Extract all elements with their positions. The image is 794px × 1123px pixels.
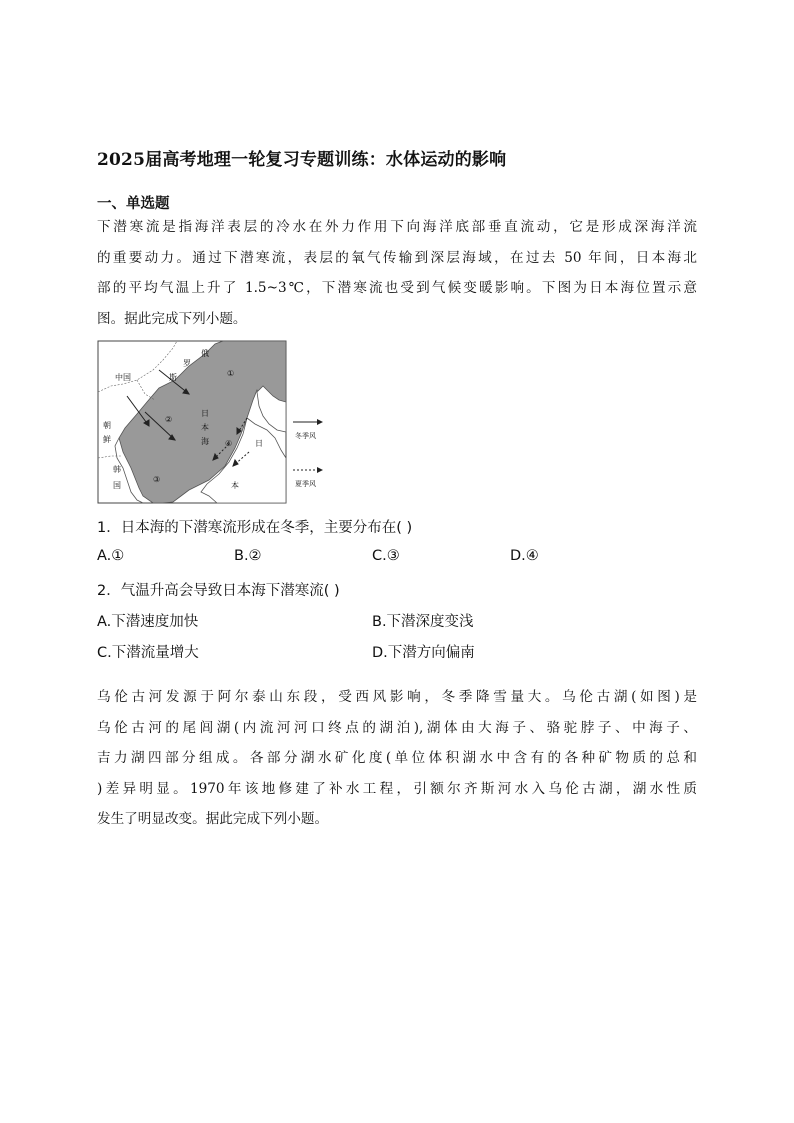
question-2-stem: 2．气温升高会导致日本海下潜寒流( ) xyxy=(97,583,340,599)
passage-1 xyxy=(97,212,697,334)
passage-1-line: 部的平均气温上升了 1.5~3℃，下潜寒流也受到气候变暖影响。下图为日本海位置示意 xyxy=(97,280,697,296)
question-2-option-b[interactable]: B.下潜深度变浅 xyxy=(372,614,474,630)
label-sea-of-japan: 海 xyxy=(201,437,209,446)
passage-1-line: 的重要动力。通过下潜寒流，表层的氧气传输到深层海域，在过去 50 年间，日本海北 xyxy=(97,249,697,266)
passage-2-line: )差异明显。1970年该地修建了补水工程，引额尔齐斯河水入乌伦古湖，湖水性质 xyxy=(97,780,697,797)
label-sea-of-japan: 日 xyxy=(201,409,209,418)
map-legend xyxy=(293,419,323,488)
label-russia: 罗 xyxy=(183,359,191,368)
passage-1-line: 下潜寒流是指海洋表层的冷水在外力作用下向海洋底部垂直流动，它是形成深海洋流 xyxy=(97,219,697,235)
page-title: 2025届高考地理一轮复习专题训练：水体运动的影响 xyxy=(97,150,507,170)
japan-sea-map xyxy=(97,340,325,505)
marker-1: ① xyxy=(227,369,235,378)
legend-summer: 夏季风 xyxy=(295,480,316,488)
passage-1-line: 图。据此完成下列小题。 xyxy=(97,310,247,327)
marker-3: ③ xyxy=(153,475,161,484)
passage-2-line: 乌伦古河的尾闾湖(内流河河口终点的湖泊),湖体由大海子、骆驼脖子、中海子、 xyxy=(97,719,697,736)
label-south-korea: 韩 xyxy=(113,465,121,474)
label-sea-of-japan: 本 xyxy=(201,423,209,432)
label-japan: 本 xyxy=(231,481,239,490)
section-heading: 一、单选题 xyxy=(97,196,170,212)
label-china: 中国 xyxy=(115,373,131,382)
question-1-option-c[interactable]: C.③ xyxy=(372,548,400,564)
passage-2-line: 吉力湖四部分组成。各部分湖水矿化度(单位体积湖水中含有的各种矿物质的总和 xyxy=(97,750,697,766)
label-japan: 日 xyxy=(255,439,263,448)
passage-2-line: 乌伦古河发源于阿尔泰山东段，受西风影响，冬季降雪量大。乌伦古湖(如图)是 xyxy=(97,689,697,705)
question-2-option-d[interactable]: D.下潜方向偏南 xyxy=(372,645,475,661)
label-north-korea: 鲜 xyxy=(103,435,111,444)
question-1-option-d[interactable]: D.④ xyxy=(510,548,539,564)
question-1-stem: 1．日本海的下潜寒流形成在冬季，主要分布在( ) xyxy=(97,520,413,536)
label-south-korea: 国 xyxy=(113,481,121,490)
question-2-option-a[interactable]: A.下潜速度加快 xyxy=(97,614,199,630)
label-north-korea: 朝 xyxy=(103,421,111,430)
legend-winter: 冬季风 xyxy=(295,432,316,440)
marker-4: ④ xyxy=(225,439,233,448)
question-1-option-a[interactable]: A.① xyxy=(97,548,125,564)
passage-2-line: 发生了明显改变。据此完成下列小题。 xyxy=(97,811,329,827)
label-russia: 斯 xyxy=(169,373,177,382)
passage-2 xyxy=(97,682,697,835)
question-1-option-b[interactable]: B.② xyxy=(234,548,262,564)
question-2-option-c[interactable]: C.下潜流量增大 xyxy=(97,645,199,661)
marker-2: ② xyxy=(165,415,173,424)
label-russia: 俄 xyxy=(201,349,209,358)
